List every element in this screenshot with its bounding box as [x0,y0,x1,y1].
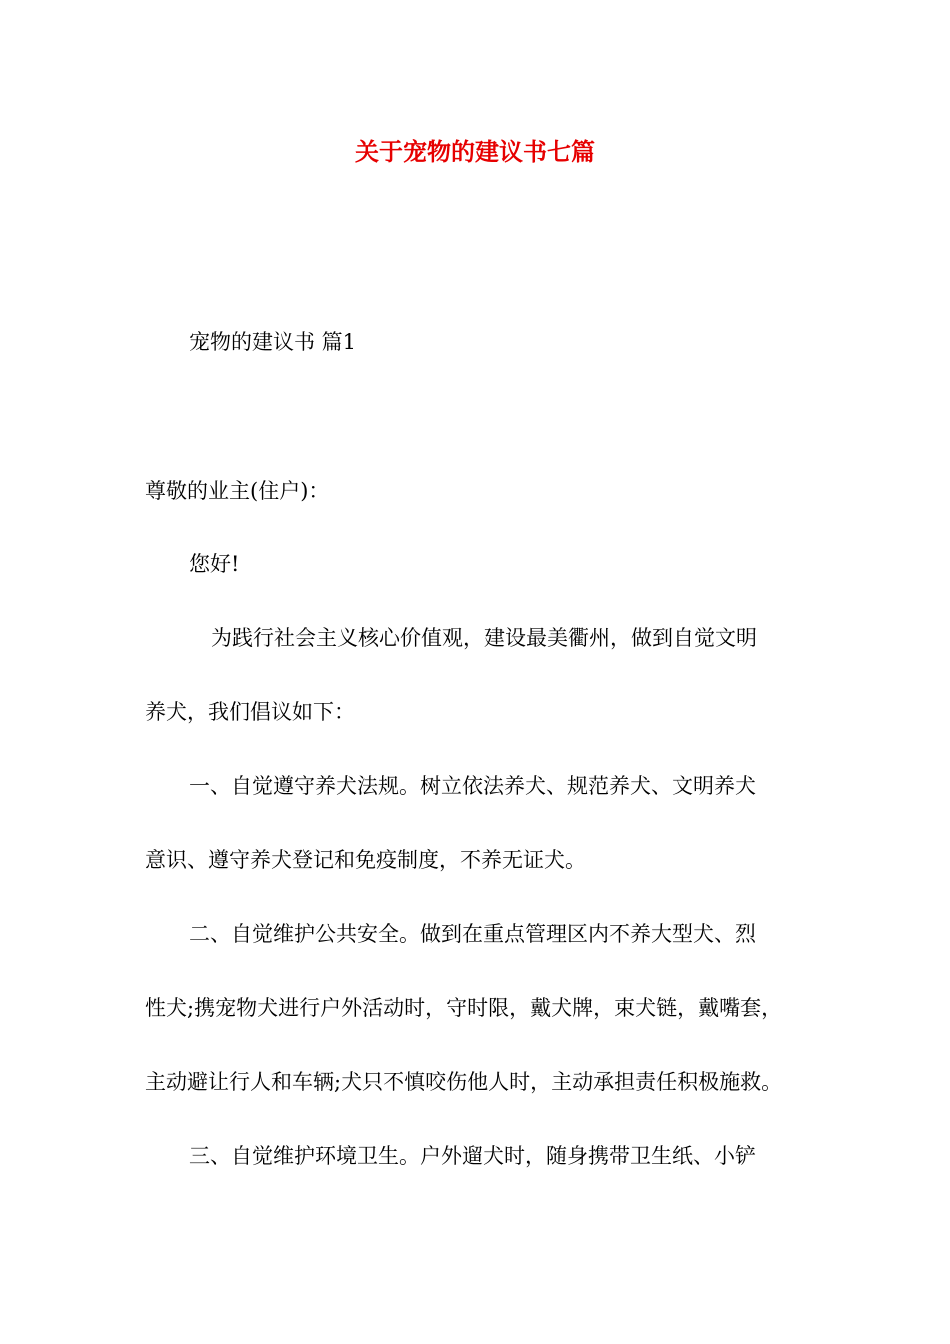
greeting: 您好! [189,552,240,576]
document-title: 关于宠物的建议书七篇 [355,138,595,166]
paragraph-line: 主动避让行人和车辆;犬只不慎咬伤他人时，主动承担责任积极施救。 [145,1070,783,1094]
paragraph-line: 养犬，我们倡议如下： [145,700,355,724]
paragraph-line: 为践行社会主义核心价值观，建设最美衢州，做到自觉文明 [211,626,757,650]
paragraph-line: 三、自觉维护环境卫生。户外遛犬时，随身携带卫生纸、小铲 [189,1144,756,1168]
paragraph-line: 二、自觉维护公共安全。做到在重点管理区内不养大型犬、烈 [189,922,756,946]
paragraph-line: 意识、遵守养犬登记和免疫制度，不养无证犬。 [145,848,586,872]
paragraph-line: 一、自觉遵守养犬法规。树立依法养犬、规范养犬、文明养犬 [189,774,756,798]
paragraph-line: 性犬;携宠物犬进行户外活动时，守时限，戴犬牌，束犬链，戴嘴套， [145,996,783,1020]
salutation: 尊敬的业主(住户)： [145,479,330,503]
section-heading: 宠物的建议书 篇1 [189,330,357,354]
